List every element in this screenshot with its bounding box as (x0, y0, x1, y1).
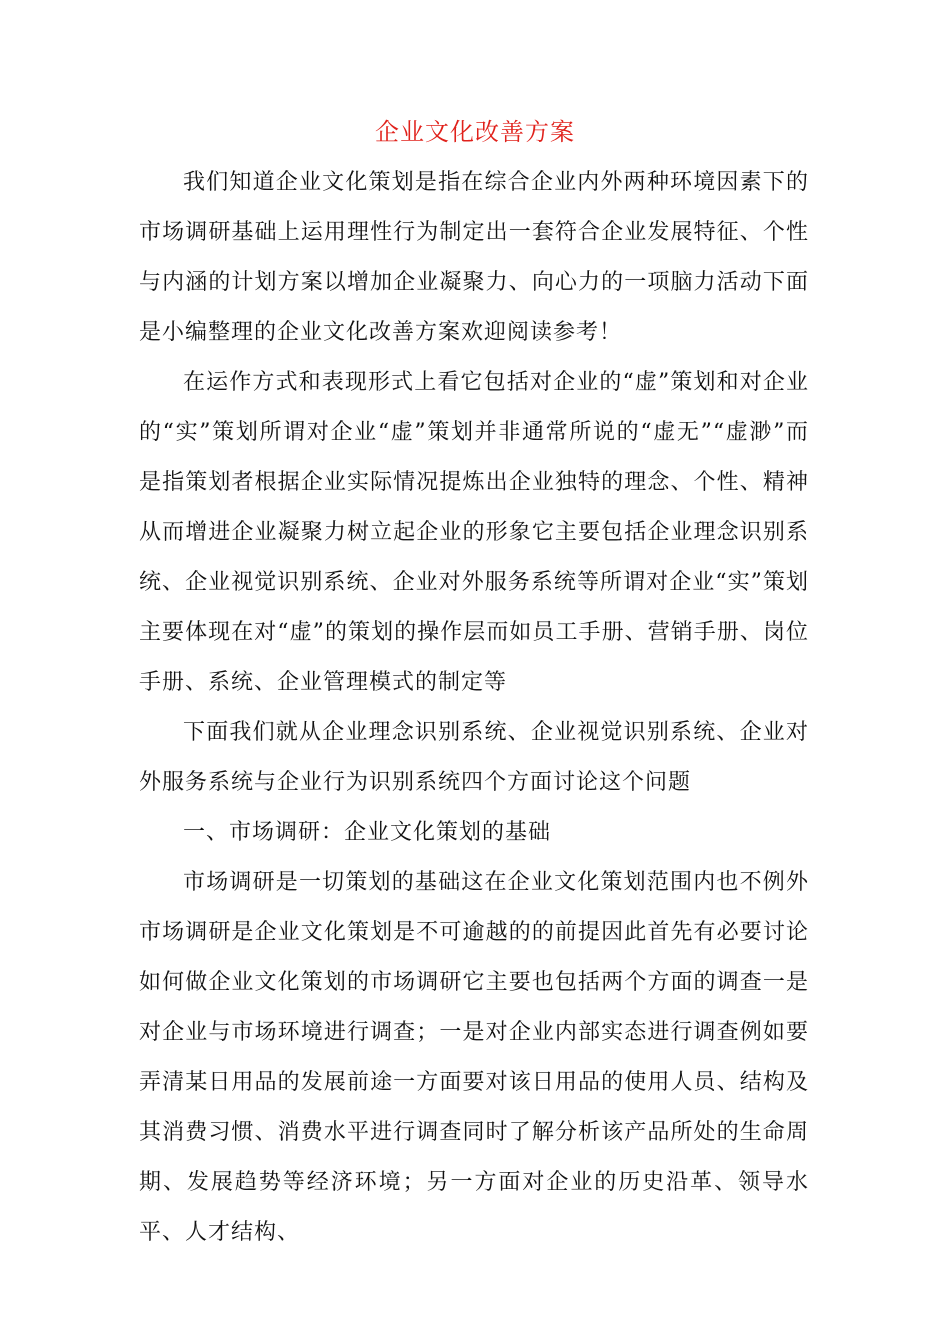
document-body (139, 158, 809, 1258)
section-heading-market-research: 一、市场调研：企业文化策划的基础 (183, 820, 552, 845)
paragraph-market-research: 市场调研是一切策划的基础这在企业文化策划范围内也不例外市场调研是企业文化策划是不可逾越的的前提因此首先有必要讨论如何做企业文化策划的市场调研它主要也包括两个方面的调查一是对企业与市场环境进行调查；一是对企业内部实态进行调查例如要弄清某日用品的发展前途一方面要对该日用品的使用人员、结构及其消费习惯、消费水平进行调查同时了解分析该产品所处的生命周期、发展趋势等经济环境；另一方面对企业的历史沿革、领导水平、人才结构、 (139, 870, 809, 1245)
paragraph-planning-types: 在运作方式和表现形式上看它包括对企业的“虚”策划和对企业的“实”策划所谓对企业“虚”策划并非通常所说的“虚无”“虚渺”而是指策划者根据企业实际情况提炼出企业独特的理念、个性、精神从而增进企业凝聚力树立起企业的形象它主要包括企业理念识别系统、企业视觉识别系统、企业对外服务系统等所谓对企业“实”策划主要体现在对“虚”的策划的操作层而如员工手册、营销手册、岗位手册、系统、企业管理模式的制定等 (139, 370, 809, 695)
document-title: 企业文化改善方案 (375, 118, 575, 146)
paragraph-four-aspects: 下面我们就从企业理念识别系统、企业视觉识别系统、企业对外服务系统与企业行为识别系统四个方面讨论这个问题 (139, 720, 809, 795)
paragraph-intro: 我们知道企业文化策划是指在综合企业内外两种环境因素下的市场调研基础上运用理性行为制定出一套符合企业发展特征、个性与内涵的计划方案以增加企业凝聚力、向心力的一项脑力活动下面是小编整理的企业文化改善方案欢迎阅读参考！ (139, 170, 809, 345)
